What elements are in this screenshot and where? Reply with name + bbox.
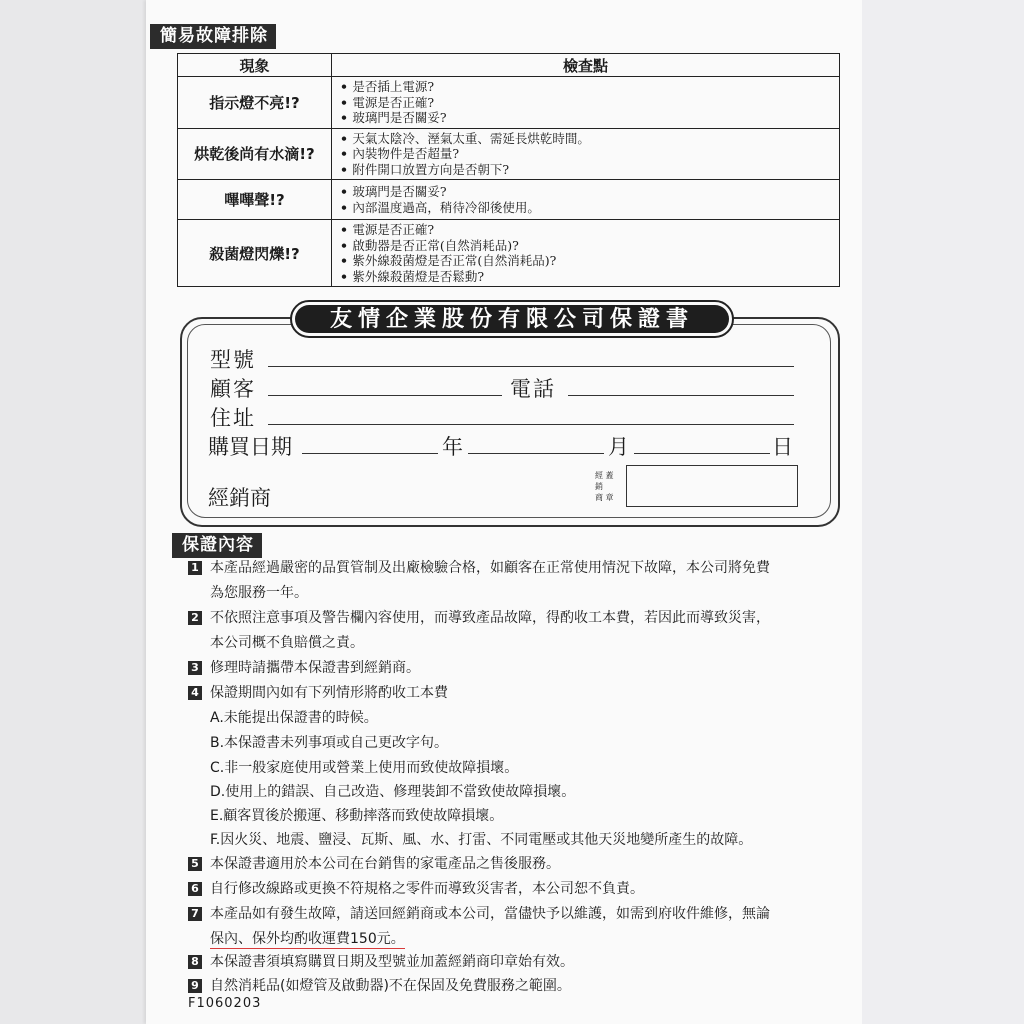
- item-number: 9: [188, 979, 202, 993]
- sub-item-e: E.顧客買後於搬運、移動摔落而致使故障損壞。: [210, 808, 504, 824]
- check-item: • 啟動器是否正常(自然消耗品)?: [340, 238, 839, 254]
- stamp-label-line: 商 章: [595, 493, 614, 502]
- warranty-item-4: [188, 681, 448, 705]
- dealer-stamp-box[interactable]: [626, 465, 798, 507]
- address-field[interactable]: [268, 424, 794, 425]
- month-label: 月: [608, 435, 631, 459]
- warranty-item-6: [188, 877, 644, 901]
- warranty-item-9: [188, 974, 571, 998]
- symptom-cell: 殺菌燈閃爍!?: [178, 220, 332, 287]
- customer-label: 顧客: [210, 377, 256, 401]
- dealer-label: 經銷商: [208, 486, 271, 510]
- stamp-label-line: 銷: [595, 482, 603, 491]
- item-number: 5: [188, 857, 202, 871]
- item-number: 8: [188, 955, 202, 969]
- warranty-item-3: [188, 656, 420, 680]
- check-item: • 是否插上電源?: [340, 79, 839, 95]
- phone-label: 電話: [510, 377, 556, 401]
- symptom-cell: 烘乾後尚有水滴!?: [178, 128, 332, 180]
- item-text: 本保證書須填寫購買日期及型號並加蓋經銷商印章始有效。: [210, 954, 574, 970]
- check-cell: [332, 220, 840, 287]
- check-item: • 玻璃門是否關妥?: [340, 184, 839, 200]
- item-text: 不依照注意事項及警告欄內容使用，而導致產品故障，得酌收工本費，若因此而導致災害，: [210, 610, 770, 626]
- check-item: • 紫外線殺菌燈是否正常(自然消耗品)?: [340, 253, 839, 269]
- warranty-item-7: [188, 902, 770, 926]
- item-number: 7: [188, 907, 202, 921]
- day-label: 日: [772, 435, 795, 459]
- purchase-date-label: 購買日期: [208, 435, 292, 459]
- purchase-day-field[interactable]: [634, 453, 770, 454]
- sub-item-d: D.使用上的錯誤、自己改造、修理裝卸不當致使故障損壞。: [210, 784, 576, 800]
- table-row: [178, 220, 840, 287]
- troubleshooting-tag: 簡易故障排除: [150, 24, 276, 49]
- warranty-item-1-cont: 為您服務一年。: [210, 585, 308, 601]
- check-item: • 電源是否正確?: [340, 95, 839, 111]
- check-header: 檢查點: [332, 54, 840, 77]
- shipping-fee-note: 保內、保外均酌收運費150元。: [210, 931, 405, 947]
- item-number: 3: [188, 661, 202, 675]
- check-cell: [332, 180, 840, 220]
- sub-item-a: A.未能提出保證書的時候。: [210, 710, 378, 726]
- table-row: [178, 128, 840, 180]
- symptom-cell: 嗶嗶聲!?: [178, 180, 332, 220]
- troubleshooting-table: [177, 53, 840, 287]
- phone-field[interactable]: [568, 395, 794, 396]
- check-cell: [332, 128, 840, 180]
- check-item: • 內裝物件是否超量?: [340, 146, 839, 162]
- sub-item-c: C.非一般家庭使用或營業上使用而致使故障損壞。: [210, 760, 519, 776]
- item-text: 自然消耗品(如燈管及啟動器)不在保固及免費服務之範圍。: [210, 978, 571, 994]
- item-text: 自行修改線路或更換不符規格之零件而導致災害者，本公司恕不負責。: [210, 881, 644, 897]
- symptom-header: 現象: [178, 54, 332, 77]
- warranty-card-title: 友情企業股份有限公司保證書: [295, 305, 729, 333]
- year-label: 年: [442, 435, 465, 459]
- stamp-label-line: 經 蓋: [595, 471, 614, 480]
- check-item: • 紫外線殺菌燈是否鬆動?: [340, 269, 839, 285]
- purchase-month-field[interactable]: [468, 453, 604, 454]
- item-text: 修理時請攜帶本保證書到經銷商。: [210, 660, 420, 676]
- warranty-item-2: [188, 606, 770, 630]
- purchase-year-field[interactable]: [302, 453, 438, 454]
- model-field[interactable]: [268, 366, 794, 367]
- warranty-item-8: [188, 950, 574, 974]
- sub-item-b: B.本保證書未列事項或自己更改字句。: [210, 735, 449, 751]
- warranty-content-tag: 保證內容: [172, 533, 262, 558]
- address-label: 住址: [210, 406, 256, 430]
- item-text: 本保證書適用於本公司在台銷售的家電產品之售後服務。: [210, 856, 560, 872]
- item-number: 2: [188, 611, 202, 625]
- check-cell: [332, 77, 840, 129]
- model-label: 型號: [210, 348, 256, 372]
- item-number: 1: [188, 561, 202, 575]
- check-item: • 內部溫度過高，稍待冷卻後使用。: [340, 200, 839, 216]
- warranty-item-7-cont: [210, 927, 405, 951]
- table-row: [178, 180, 840, 220]
- customer-field[interactable]: [268, 395, 502, 396]
- item-text: 本產品經過嚴密的品質管制及出廠檢驗合格，如顧客在正常使用情況下故障，本公司將免費: [210, 560, 770, 576]
- table-header-row: [178, 54, 840, 77]
- item-number: 4: [188, 686, 202, 700]
- warranty-item-5: [188, 852, 560, 876]
- warranty-item-2-cont: 本公司概不負賠償之責。: [210, 635, 364, 651]
- item-number: 6: [188, 882, 202, 896]
- check-item: • 天氣太陰冷、溼氣太重、需延長烘乾時間。: [340, 131, 839, 147]
- check-item: • 附件開口放置方向是否朝下?: [340, 162, 839, 178]
- table-row: [178, 77, 840, 129]
- item-text: 本產品如有發生故障，請送回經銷商或本公司，當儘快予以維護，如需到府收件維修，無論: [210, 906, 770, 922]
- sub-item-f: F.因火災、地震、鹽浸、瓦斯、風、水、打雷、不同電壓或其他天災地變所產生的故障。: [210, 832, 753, 848]
- warranty-item-1: [188, 556, 770, 580]
- background-edge: [862, 0, 1024, 1024]
- check-item: • 玻璃門是否關妥?: [340, 110, 839, 126]
- dealer-stamp-label: [595, 470, 623, 503]
- warranty-card-title-frame: [290, 300, 734, 338]
- check-item: • 電源是否正確?: [340, 222, 839, 238]
- document-code: F1060203: [188, 996, 262, 1011]
- item-text: 保證期間內如有下列情形將酌收工本費: [210, 685, 448, 701]
- symptom-cell: 指示燈不亮!?: [178, 77, 332, 129]
